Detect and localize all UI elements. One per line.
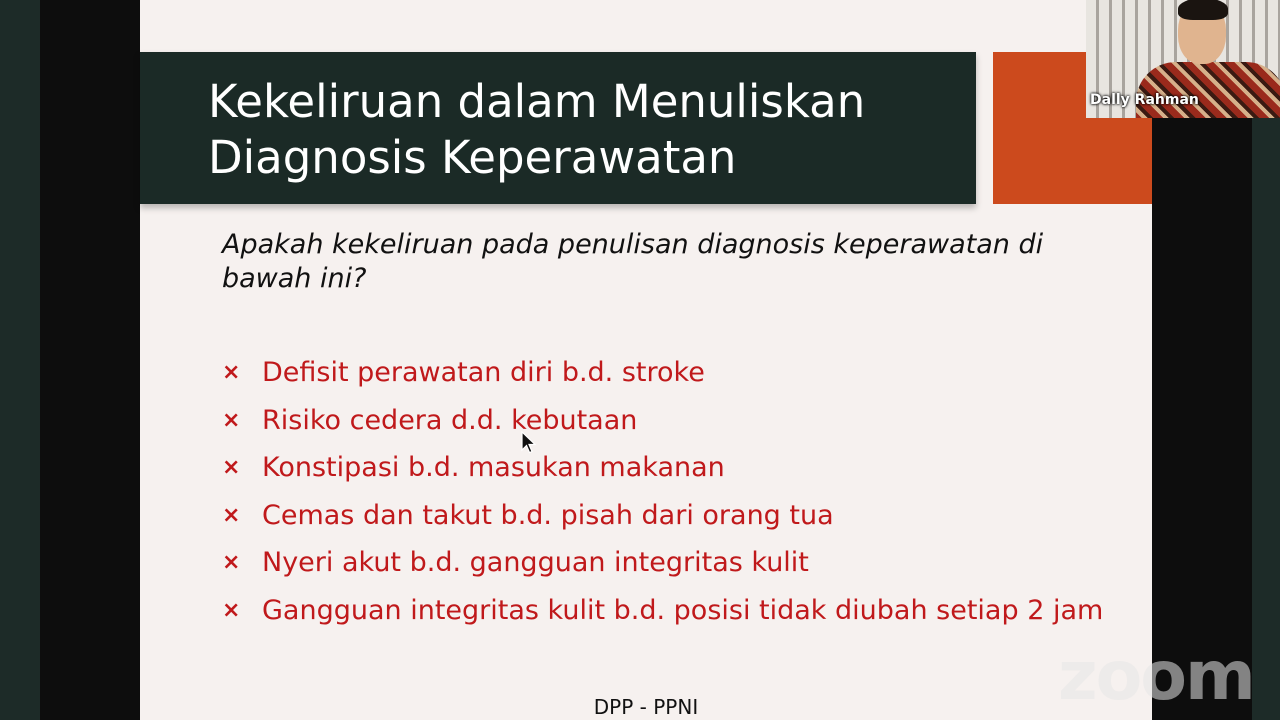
list-item	[222, 545, 1122, 580]
list-item	[222, 355, 1122, 390]
participant-video-tile[interactable]	[1086, 0, 1280, 118]
list-item-text: Gangguan integritas kulit b.d. posisi tidak diubah setiap 2 jam	[262, 594, 1104, 626]
list-item-text: Nyeri akut b.d. gangguan integritas kulit	[262, 547, 809, 578]
cross-icon: ×	[222, 360, 241, 385]
list-item-text: Risiko cedera d.d. kebutaan	[262, 404, 638, 436]
cross-icon: ×	[222, 597, 241, 623]
slide-title: Kekeliruan dalam Menuliskan Diagnosis Keperawatan	[208, 75, 866, 184]
left-letterbox	[40, 0, 140, 720]
zoom-watermark: zoom	[1058, 637, 1254, 716]
cross-icon: ×	[222, 502, 241, 528]
list-item-text: Cemas dan takut b.d. pisah dari orang tua	[262, 499, 834, 531]
presentation-slide	[140, 0, 1152, 720]
cross-icon: ×	[222, 455, 241, 480]
list-item	[222, 593, 1122, 628]
list-item	[222, 450, 1122, 485]
diagnosis-list	[222, 355, 1122, 640]
cross-icon: ×	[222, 407, 241, 433]
list-item-text: Defisit perawatan diri b.d. stroke	[262, 357, 705, 388]
list-item	[222, 403, 1122, 438]
cross-icon: ×	[222, 550, 241, 575]
list-item	[222, 498, 1122, 533]
mouse-cursor-icon	[521, 431, 537, 455]
participant-hair	[1178, 0, 1228, 20]
participant-body	[1136, 62, 1280, 118]
slide-question: Apakah kekeliruan pada penulisan diagnosis keperawatan di bawah ini?	[222, 229, 1044, 294]
participant-name: Dally Rahman	[1090, 92, 1199, 108]
slide-footer: DPP - PPNI	[593, 695, 699, 719]
title-bar	[140, 52, 976, 204]
list-item-text: Konstipasi b.d. masukan makanan	[262, 452, 725, 483]
